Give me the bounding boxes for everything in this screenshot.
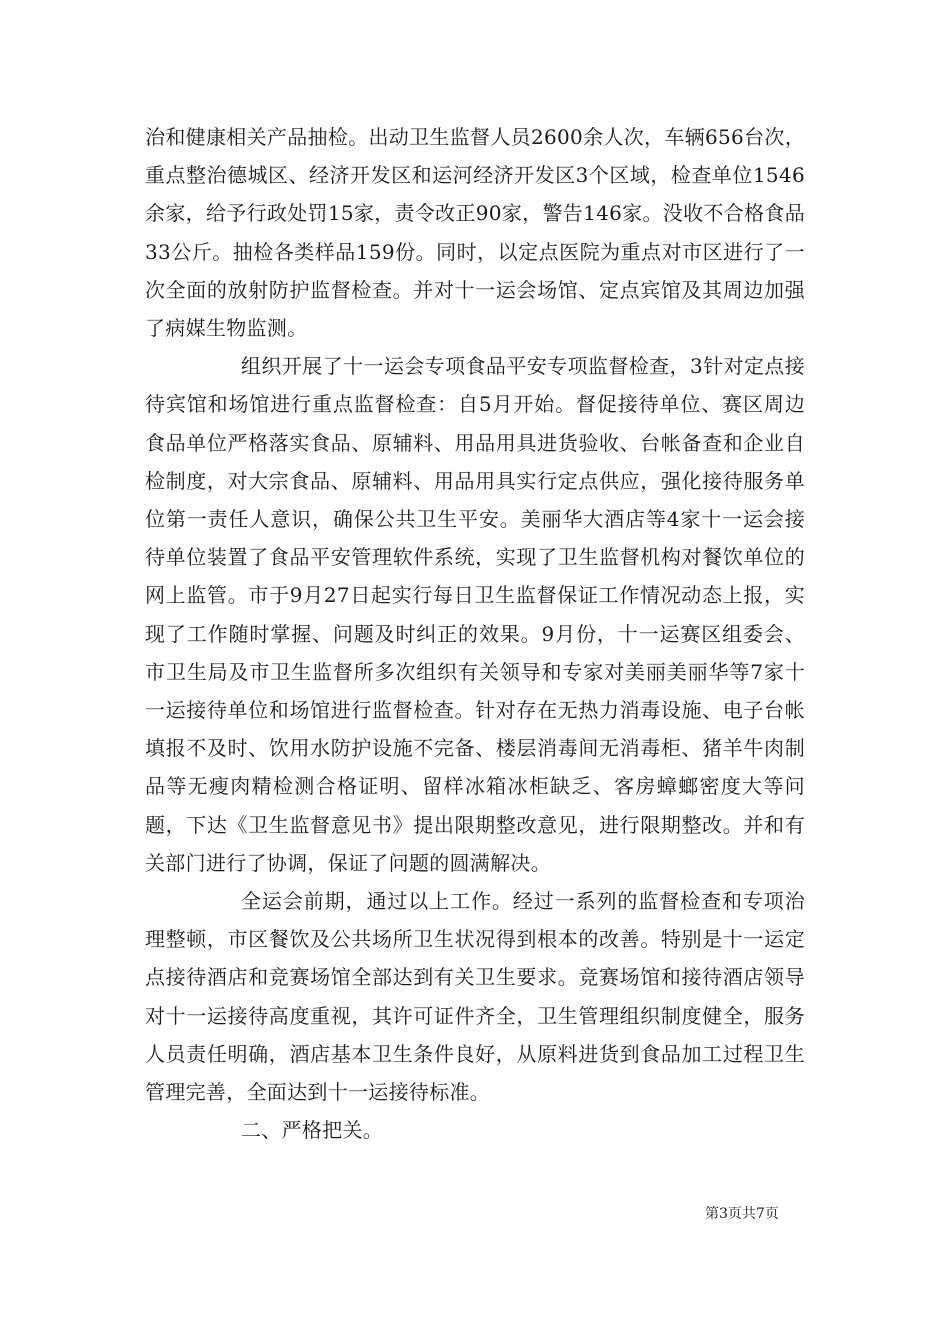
paragraph-food-safety-inspection: 组织开展了十一运会专项食品平安专项监督检查，3针对定点接待宾馆和场馆进行重点监督检查：自5月开始。督促接待单位、赛区周边食品单位严格落实食品、原辅料、用品用具进货验收、台帐备查和企业自检制度，对大宗食品、原辅料、用品用具实行定点供应，强化接待服务单位第一责任人意识，确保公共卫生平安。美丽华大酒店等4家十一运会接待单位装置了食品平安管理软件系统，实现了卫生监督机构对餐饮单位的网上监管。市于9月27日起实行每日卫生监督保证工作情况动态上报，实现了工作随时掌握、问题及时纠正的效果。9月份，十一运赛区组委会、市卫生局及市卫生监督所多次组织有关领导和专家对美丽美丽华等7家十一运接待单位和场馆进行监督检查。针对存在无热力消毒设施、电子台帐填报不及时、饮用水防护设施不完备、楼层消毒间无消毒柜、猪羊牛肉制品等无瘦肉精检测合格证明、留样冰箱冰柜缺乏、客房蟑螂密度大等问题，下达《卫生监督意见书》提出限期整改意见，进行限期整改。并和有关部门进行了协调，保证了问题的圆满解决。 — [145, 354, 805, 875]
document-body — [145, 118, 805, 1149]
paragraph-pre-games-summary: 全运会前期，通过以上工作。经过一系列的监督检查和专项治理整顿，市区餐饮及公共场所卫生状况得到根本的改善。特别是十一运定点接待酒店和竞赛场馆全部达到有关卫生要求。竞赛场馆和接待酒店领导对十一运接待高度重视，其许可证件齐全，卫生管理组织制度健全，服务人员责任明确，酒店基本卫生条件良好，从原料进货到食品加工过程卫生管理完善，全面达到十一运接待标准。 — [145, 889, 805, 1105]
section-heading: 二、严格把关。 — [241, 1118, 384, 1143]
page-number: 第3页共7页 — [705, 1206, 779, 1222]
paragraph-continued: 治和健康相关产品抽检。出动卫生监督人员2600余人次，车辆656台次，重点整治德城区、经济开发区和运河经济开发区3个区域，检查单位1546余家，给予行政处罚15家，责令改正90家，警告146家。没收不合格食品33公斤。抽检各类样品159份。同时，以定点医院为重点对市区进行了一次全面的放射防护监督检查。并对十一运会场馆、定点宾馆及其周边加强了病媒生物监测。 — [145, 125, 805, 341]
